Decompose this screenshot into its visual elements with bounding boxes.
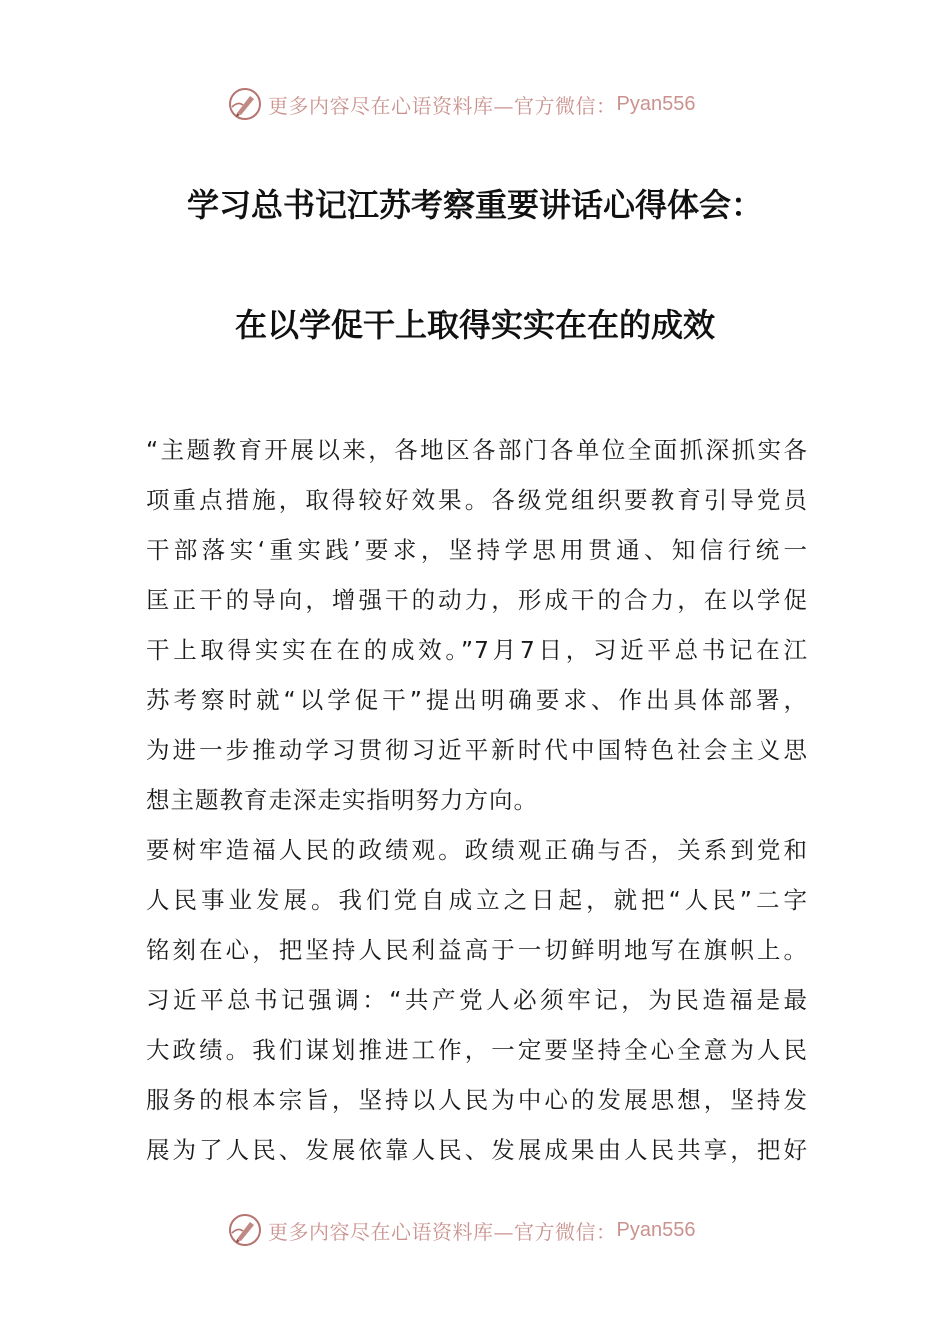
body-line: 干部落实‘重实践’要求，坚持学思用贯通、知信行统一 (146, 536, 808, 564)
body-line: 为进一步推动学习贯彻习近平新时代中国特色社会主义思 (146, 736, 808, 764)
body-line: 服务的根本宗旨，坚持以人民为中心的发展思想，坚持发 (146, 1086, 808, 1114)
body-line: 匡正干的导向，增强干的动力，形成干的合力，在以学促 (146, 586, 808, 614)
document-title: 学习总书记江苏考察重要讲话心得体会： (186, 186, 763, 224)
body-line: 苏考察时就“以学促干”提出明确要求、作出具体部署， (146, 686, 808, 714)
body-line: 铭刻在心，把坚持人民利益高于一切鲜明地写在旗帜上。 (146, 936, 808, 964)
quill-pen-logo-icon (228, 87, 262, 121)
body-line: 习近平总书记强调：“共产党人必须牢记，为民造福是最 (146, 986, 808, 1014)
watermark-text: 更多内容尽在心语资料库—官方微信： (268, 93, 617, 118)
body-line: 展为了人民、发展依靠人民、发展成果由人民共享，把好 (146, 1136, 808, 1164)
body-line: 想主题教育走深走实指明努力方向。 (146, 786, 538, 814)
watermark-text: 更多内容尽在心语资料库—官方微信： (268, 1219, 617, 1244)
watermark-wechat-id: Pyan556 (616, 92, 696, 115)
body-line: 人民事业发展。我们党自成立之日起，就把“人民”二字 (146, 886, 808, 914)
body-line: 要树牢造福人民的政绩观。政绩观正确与否，关系到党和 (146, 836, 808, 864)
document-subtitle: 在以学促干上取得实实在在的成效 (234, 306, 715, 344)
body-line: 大政绩。我们谋划推进工作，一定要坚持全心全意为人民 (146, 1036, 808, 1064)
footer-watermark (228, 1212, 695, 1248)
watermark-wechat-id: Pyan556 (616, 1218, 696, 1241)
body-line: “主题教育开展以来，各地区各部门各单位全面抓深抓实各 (146, 436, 808, 464)
quill-pen-logo-icon (228, 1213, 262, 1247)
body-line: 干上取得实实在在的成效。”7月7日，习近平总书记在江 (146, 636, 808, 664)
header-watermark (228, 86, 695, 122)
body-line: 项重点措施，取得较好效果。各级党组织要教育引导党员 (146, 486, 808, 514)
article-body (146, 425, 808, 1175)
